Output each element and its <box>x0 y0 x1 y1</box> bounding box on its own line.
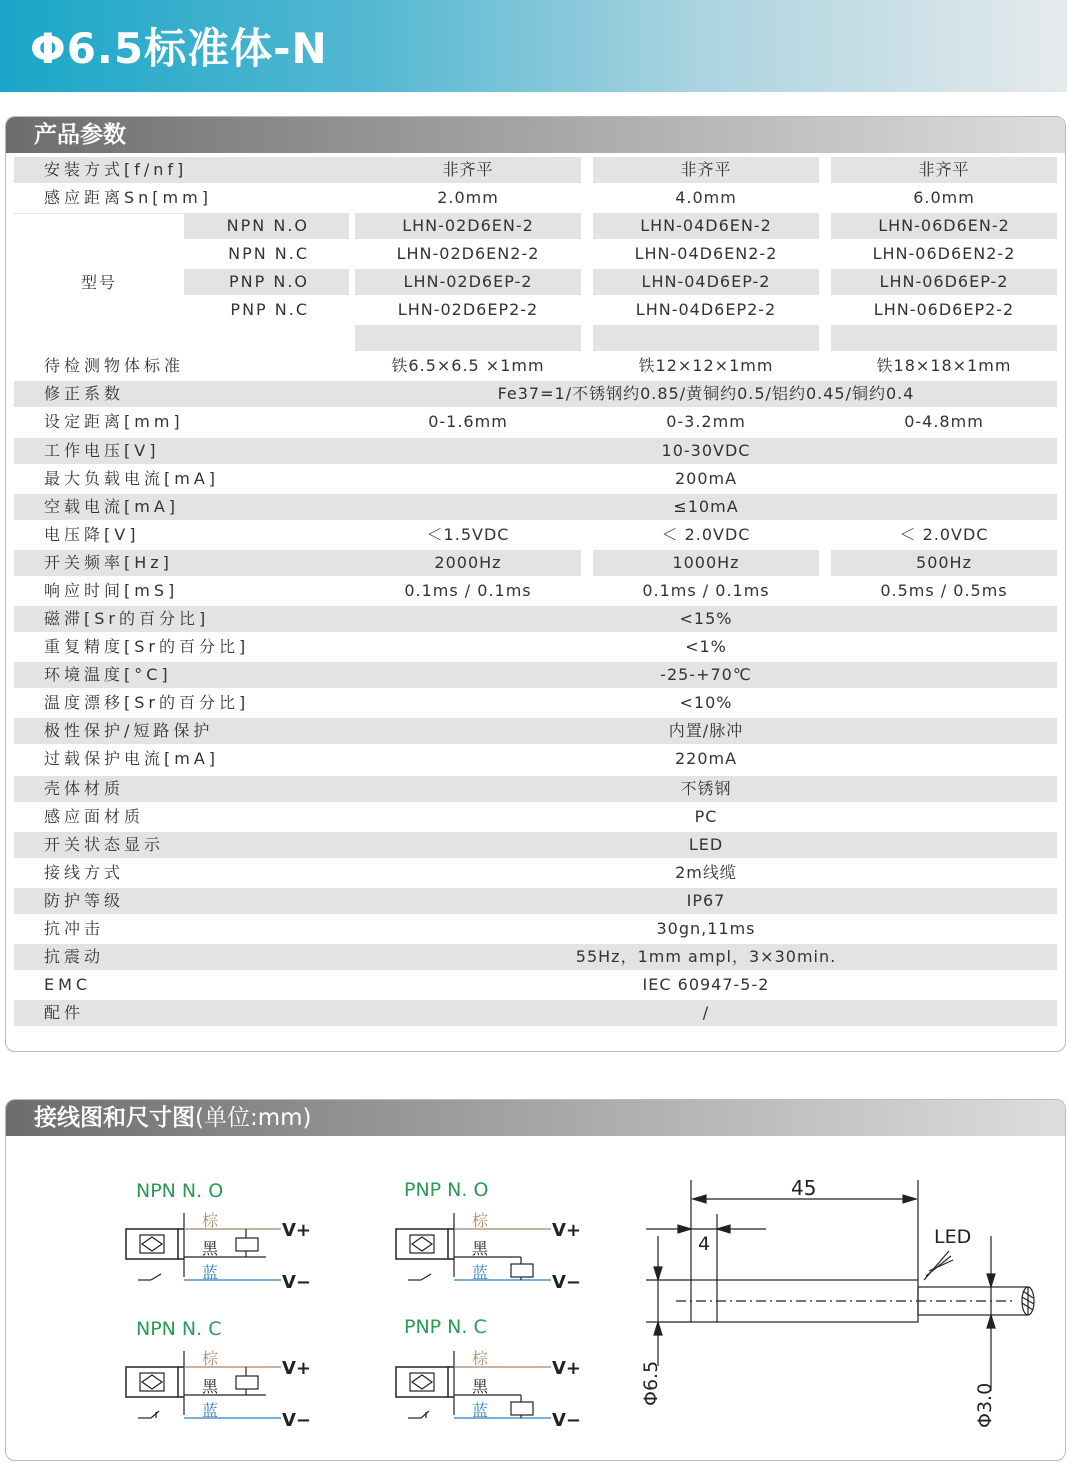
npn-no-vplus: V+ <box>282 1220 312 1241</box>
param-value-drop: ＜ 2.0VDC <box>661 525 751 544</box>
pnp-no-label: PNP N. O <box>404 1179 489 1201</box>
param-value-protection: 内置/脉冲 <box>355 718 1057 744</box>
model-value: LHN-04D6EN-2 <box>593 213 819 239</box>
param-value-overload: 220mA <box>674 749 738 768</box>
dim-led: LED <box>934 1226 972 1248</box>
param-value-mount: 非齐平 <box>831 157 1057 183</box>
model-spacer <box>355 325 581 351</box>
npn-nc-vminus: V− <box>282 1410 312 1431</box>
param-value-drop: ＜1.5VDC <box>426 525 510 544</box>
param-label-hysteresis: 磁滞[Sr的百分比] <box>14 606 379 632</box>
pnp-no-blue: 蓝 <box>472 1263 489 1282</box>
model-value: LHN-06D6EP-2 <box>831 269 1057 295</box>
npn-nc-diagram <box>126 1318 311 1431</box>
param-label-housing: 壳体材质 <box>14 776 379 802</box>
param-label-mount: 安装方式[f/nf] <box>14 157 379 183</box>
npn-no-black: 黑 <box>202 1239 219 1258</box>
npn-no-label: NPN N. O <box>136 1180 224 1202</box>
param-label-sensing: 感应距离Sn[mm] <box>44 188 212 207</box>
diagram-title: 接线图和尺寸图 <box>34 1105 195 1131</box>
param-value-emc: IEC 60947-5-2 <box>642 975 770 994</box>
param-value-setting: 0-3.2mm <box>666 412 746 431</box>
model-type-1: NPN N.C <box>228 244 309 263</box>
param-value-mount: 非齐平 <box>593 157 819 183</box>
npn-no-diagram <box>126 1180 311 1293</box>
param-value-sensing: 6.0mm <box>913 188 975 207</box>
npn-nc-blue: 蓝 <box>202 1401 219 1420</box>
model-value: LHN-06D6EN-2 <box>831 213 1057 239</box>
param-value-response: 0.5ms / 0.5ms <box>880 581 1008 600</box>
params-header <box>6 117 1065 153</box>
pnp-nc-diagram <box>396 1316 581 1431</box>
param-label-setting: 设定距离[mm] <box>44 412 184 431</box>
param-value-ip: IP67 <box>355 888 1057 914</box>
param-value-hysteresis: <15% <box>355 606 1057 632</box>
model-value: LHN-04D6EP-2 <box>593 269 819 295</box>
model-value: LHN-06D6EP2-2 <box>873 300 1015 319</box>
param-value-temp: -25-+70℃ <box>355 662 1057 688</box>
param-value-indicator: LED <box>355 832 1057 858</box>
pnp-nc-blue: 蓝 <box>472 1401 489 1420</box>
param-value-shock: 30gn,11ms <box>656 919 756 938</box>
param-label-ip: 防护等级 <box>14 888 379 914</box>
param-value-correction: Fe37=1/不锈钢约0.85/黄铜约0.5/铝约0.45/铜约0.4 <box>355 381 1057 407</box>
param-label-repeat: 重复精度[Sr的百分比] <box>44 637 250 656</box>
param-value-freq: 2000Hz <box>355 550 581 576</box>
param-value-target: 铁12×12×1mm <box>638 356 774 375</box>
param-label-response: 响应时间[mS] <box>44 581 179 600</box>
pnp-nc-vminus: V− <box>552 1410 582 1431</box>
param-value-max_current: 200mA <box>674 469 738 488</box>
model-type-0: NPN N.O <box>184 213 349 239</box>
param-label-freq: 开关频率[Hz] <box>14 550 379 576</box>
param-value-face: PC <box>694 807 718 826</box>
diagram-unit: (单位:mm) <box>195 1105 312 1131</box>
param-label-correction: 修正系数 <box>14 381 379 407</box>
param-value-idle_current: ≤10mA <box>355 494 1057 520</box>
param-value-sensing: 2.0mm <box>437 188 499 207</box>
param-label-emc: EMC <box>44 975 92 994</box>
param-value-setting: 0-4.8mm <box>904 412 984 431</box>
dim-length: 45 <box>791 1176 817 1200</box>
npn-nc-vplus: V+ <box>282 1358 312 1379</box>
param-value-mount: 非齐平 <box>355 157 581 183</box>
model-value: LHN-02D6EP2-2 <box>397 300 539 319</box>
pnp-no-vminus: V− <box>552 1272 582 1293</box>
param-label-wiring: 接线方式 <box>44 863 125 882</box>
param-value-drift: <10% <box>679 693 733 712</box>
param-value-drop: ＜ 2.0VDC <box>899 525 989 544</box>
param-value-accessory: / <box>355 1000 1057 1026</box>
param-value-target: 铁6.5×6.5 ×1mm <box>391 356 545 375</box>
param-value-wiring: 2m线缆 <box>675 863 737 882</box>
param-value-freq: 500Hz <box>831 550 1057 576</box>
pnp-no-brown: 棕 <box>472 1211 489 1230</box>
param-label-vibration: 抗震动 <box>14 944 379 970</box>
param-label-idle_current: 空载电流[mA] <box>14 494 379 520</box>
param-value-vibration: 55Hz，1mm ampl，3×30min. <box>355 944 1057 970</box>
param-value-setting: 0-1.6mm <box>428 412 508 431</box>
param-label-accessory: 配件 <box>14 1000 379 1026</box>
diagram-panel <box>5 1099 1066 1461</box>
param-value-voltage: 10-30VDC <box>355 438 1057 464</box>
param-label-temp: 环境温度[°C] <box>14 662 379 688</box>
param-label-max_current: 最大负载电流[mA] <box>44 469 220 488</box>
model-value: LHN-04D6EP2-2 <box>635 300 777 319</box>
model-value: LHN-02D6EN2-2 <box>396 244 540 263</box>
params-title: 产品参数 <box>34 122 126 148</box>
param-value-freq: 1000Hz <box>593 550 819 576</box>
npn-nc-black: 黑 <box>202 1377 219 1396</box>
model-value: LHN-04D6EN2-2 <box>634 244 778 263</box>
model-value: LHN-06D6EN2-2 <box>872 244 1016 263</box>
param-value-response: 0.1ms / 0.1ms <box>642 581 770 600</box>
dimension-drawing <box>646 1180 1034 1391</box>
param-value-repeat: <1% <box>685 637 727 656</box>
diagram-canvas <box>6 1136 1063 1458</box>
pnp-nc-label: PNP N. C <box>404 1316 487 1338</box>
pnp-no-vplus: V+ <box>552 1220 582 1241</box>
npn-nc-brown: 棕 <box>202 1349 219 1368</box>
page-title: Φ6.5标准体-N <box>30 24 328 73</box>
param-value-housing: 不锈钢 <box>355 776 1057 802</box>
param-label-shock: 抗冲击 <box>44 919 105 938</box>
npn-nc-label: NPN N. C <box>136 1318 222 1340</box>
param-label-target: 待检测物体标准 <box>44 356 185 375</box>
pnp-no-diagram <box>396 1179 581 1293</box>
param-value-response: 0.1ms / 0.1ms <box>404 581 532 600</box>
npn-no-blue: 蓝 <box>202 1263 219 1282</box>
npn-no-brown: 棕 <box>202 1211 219 1230</box>
param-label-indicator: 开关状态显示 <box>14 832 379 858</box>
dim-face: 4 <box>698 1233 711 1255</box>
dim-diameter: Φ6.5 <box>640 1360 662 1406</box>
param-label-drift: 温度漂移[Sr的百分比] <box>44 693 250 712</box>
model-type-2: PNP N.O <box>184 269 349 295</box>
param-label-overload: 过载保护电流[mA] <box>44 749 220 768</box>
param-value-sensing: 4.0mm <box>675 188 737 207</box>
dim-cable: Φ3.0 <box>974 1382 996 1428</box>
pnp-nc-black: 黑 <box>472 1377 489 1396</box>
pnp-no-black: 黑 <box>472 1239 489 1258</box>
param-label-protection: 极性保护/短路保护 <box>14 718 379 744</box>
pnp-nc-brown: 棕 <box>472 1349 489 1368</box>
model-value: LHN-02D6EN-2 <box>355 213 581 239</box>
npn-no-vminus: V− <box>282 1272 312 1293</box>
model-label: 型号 <box>14 213 184 352</box>
param-label-face: 感应面材质 <box>44 807 145 826</box>
model-spacer <box>593 325 819 351</box>
model-value: LHN-02D6EP-2 <box>355 269 581 295</box>
title-banner <box>0 0 1067 92</box>
param-label-drop: 电压降[V] <box>44 525 140 544</box>
param-label-voltage: 工作电压[V] <box>14 438 379 464</box>
param-value-target: 铁18×18×1mm <box>876 356 1012 375</box>
model-spacer <box>831 325 1057 351</box>
pnp-nc-vplus: V+ <box>552 1358 582 1379</box>
model-type-3: PNP N.C <box>230 300 309 319</box>
params-panel <box>5 116 1066 1052</box>
diagram-header <box>6 1100 1065 1136</box>
